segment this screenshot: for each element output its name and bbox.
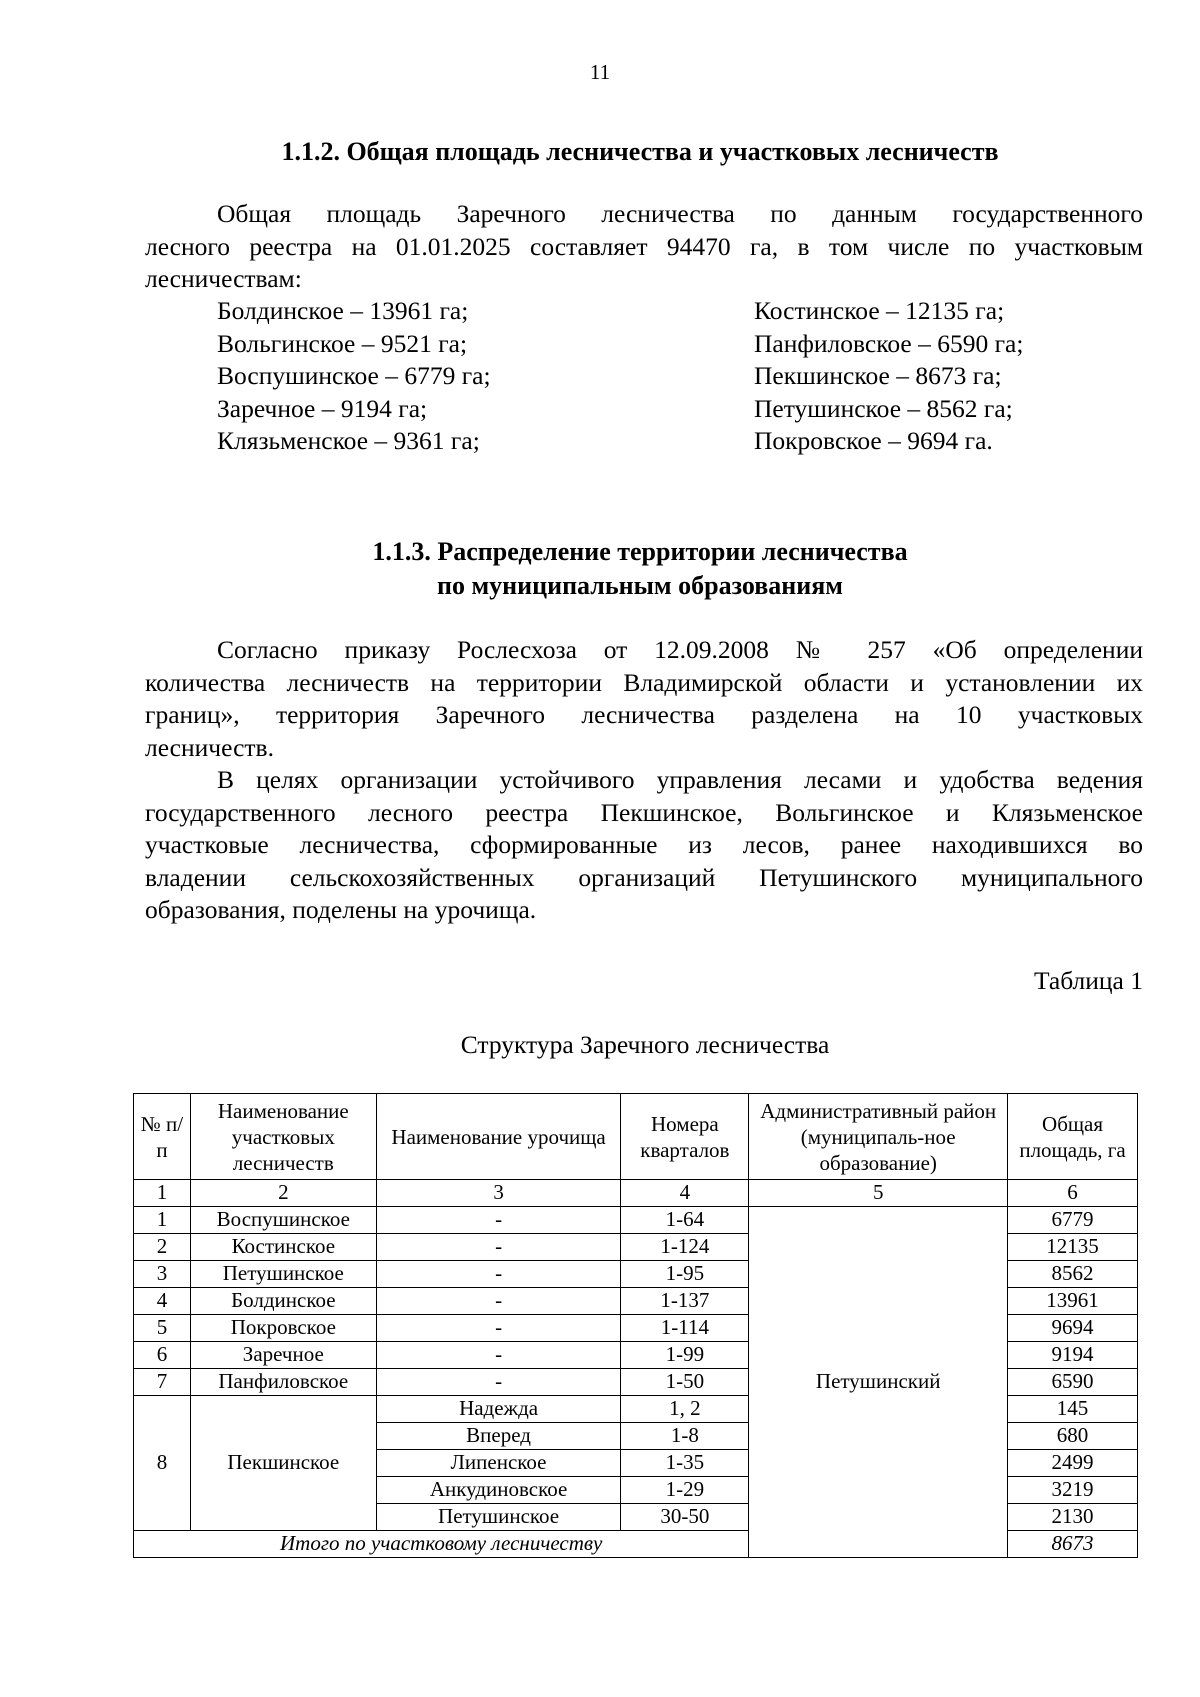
cell-num: 3	[134, 1261, 191, 1288]
cell-area: 6779	[1008, 1207, 1138, 1234]
column-number: 1	[134, 1180, 191, 1207]
column-number: 6	[1008, 1180, 1138, 1207]
cell-name: Костинское	[190, 1234, 376, 1261]
cell-quarters: 1-8	[621, 1423, 749, 1450]
cell-name: Воспушинское	[190, 1207, 376, 1234]
cell-area: 2499	[1008, 1450, 1138, 1477]
cell-name: Пекшинское	[190, 1396, 376, 1531]
cell-area: 13961	[1008, 1288, 1138, 1315]
cell-tract: -	[376, 1261, 621, 1288]
cell-tract: Липенское	[376, 1450, 621, 1477]
cell-quarters: 1, 2	[621, 1396, 749, 1423]
cell-area: 3219	[1008, 1477, 1138, 1504]
column-header: Наименование участковых лесничеств	[190, 1094, 376, 1180]
column-header: Номера кварталов	[621, 1094, 749, 1180]
cell-num: 1	[134, 1207, 191, 1234]
table-caption: Структура Заречного лесничества	[460, 1030, 830, 1059]
cell-area: 9194	[1008, 1342, 1138, 1369]
cell-quarters: 1-99	[621, 1342, 749, 1369]
cell-quarters: 1-114	[621, 1315, 749, 1342]
cell-area: 680	[1008, 1423, 1138, 1450]
list-item: Панфиловское – 6590 га;	[754, 328, 1024, 358]
cell-tract: Надежда	[376, 1396, 621, 1423]
cell-num: 8	[134, 1396, 191, 1531]
cell-quarters: 1-95	[621, 1261, 749, 1288]
cell-area: 9694	[1008, 1315, 1138, 1342]
cell-tract: Анкудиновское	[376, 1477, 621, 1504]
cell-name: Петушинское	[190, 1261, 376, 1288]
column-number: 5	[749, 1180, 1008, 1207]
column-header: Административный район (муниципаль-ное образование)	[749, 1094, 1008, 1180]
cell-quarters: 1-124	[621, 1234, 749, 1261]
list-item: Вольгинское – 9521 га;	[217, 328, 468, 358]
cell-num: 7	[134, 1369, 191, 1396]
paragraph-line: Общая площадь Заречного лесничества по данным государственного	[217, 199, 1143, 228]
section-112-heading: 1.1.2. Общая площадь лесничества и участковых лесничеств	[281, 137, 999, 166]
heading-line: 1.1.3. Распределение территории лесничества	[372, 537, 908, 566]
section-112-paragraph	[145, 198, 1143, 296]
list-item: Клязьменское – 9361 га;	[217, 426, 480, 455]
cell-tract: -	[376, 1315, 621, 1342]
cell-name: Покровское	[190, 1315, 376, 1342]
section-113-paragraph-2	[145, 764, 1143, 927]
paragraph-line: образования, поделены на урочища.	[145, 895, 537, 924]
cell-quarters: 1-137	[621, 1288, 749, 1315]
list-item: Петушинское – 8562 га;	[754, 393, 1013, 423]
cell-quarters: 30-50	[621, 1504, 749, 1531]
cell-name: Заречное	[190, 1342, 376, 1369]
paragraph-line: количества лесничеств на территории Владимирской области и установлении их	[145, 667, 1143, 697]
paragraph-line: государственного лесного реестра Пекшинское, Вольгинское и Клязьменское	[145, 797, 1143, 827]
cell-name: Болдинское	[190, 1288, 376, 1315]
cell-tract: -	[376, 1342, 621, 1369]
column-header: № п/п	[134, 1094, 191, 1180]
paragraph-line: владении сельскохозяйственных организаций Петушинского муниципального	[145, 862, 1143, 892]
list-row	[217, 295, 1143, 328]
cell-num: 4	[134, 1288, 191, 1315]
table-label: Таблица 1	[1033, 966, 1143, 995]
table-header-row	[134, 1094, 1138, 1180]
forestry-area-list	[217, 295, 1143, 458]
list-item: Покровское – 9694 га.	[754, 426, 993, 455]
cell-quarters: 1-35	[621, 1450, 749, 1477]
column-number: 2	[190, 1180, 376, 1207]
cell-area: 8562	[1008, 1261, 1138, 1288]
cell-district: Петушинский	[749, 1207, 1008, 1558]
cell-area: 2130	[1008, 1504, 1138, 1531]
cell-num: 5	[134, 1315, 191, 1342]
heading-line: по муниципальным образованиям	[436, 571, 844, 600]
column-number-row	[134, 1180, 1138, 1207]
paragraph-line: лесничествам:	[145, 264, 302, 293]
list-row	[217, 425, 1143, 458]
cell-quarters: 1-50	[621, 1369, 749, 1396]
list-item: Костинское – 12135 га;	[754, 296, 1005, 325]
list-item: Пекшинское – 8673 га;	[754, 361, 1002, 390]
cell-name: Панфиловское	[190, 1369, 376, 1396]
cell-quarters: 1-64	[621, 1207, 749, 1234]
cell-area: 6590	[1008, 1369, 1138, 1396]
cell-tract: -	[376, 1369, 621, 1396]
cell-tract: Вперед	[376, 1423, 621, 1450]
paragraph-line: Согласно приказу Рослесхоза от 12.09.2008 № 257 «Об определении	[217, 635, 1143, 664]
cell-area: 145	[1008, 1396, 1138, 1423]
cell-area: 12135	[1008, 1234, 1138, 1261]
list-row	[217, 393, 1143, 426]
list-row	[217, 360, 1143, 393]
cell-tract: -	[376, 1234, 621, 1261]
list-row	[217, 328, 1143, 361]
page-number: 11	[589, 60, 611, 84]
column-header: Общая площадь, га	[1008, 1094, 1138, 1180]
section-113-paragraph-1	[145, 634, 1143, 764]
list-item: Воспушинское – 6779 га;	[217, 361, 491, 390]
paragraph-line: лесничеств.	[145, 732, 274, 762]
table-row	[134, 1207, 1138, 1234]
total-label: Итого по участковому лесничеству	[134, 1531, 749, 1558]
paragraph-line: лесного реестра на 01.01.2025 составляет 94470 га, в том числе по участковым	[145, 231, 1143, 261]
cell-num: 6	[134, 1342, 191, 1369]
column-number: 3	[376, 1180, 621, 1207]
cell-tract: Петушинское	[376, 1504, 621, 1531]
section-113-heading	[145, 535, 1135, 603]
cell-num: 2	[134, 1234, 191, 1261]
forestry-structure-table	[133, 1093, 1138, 1558]
paragraph-line: границ», территория Заречного лесничества разделена на 10 участковых	[145, 700, 1143, 729]
list-item: Болдинское – 13961 га;	[217, 296, 469, 325]
total-area: 8673	[1008, 1531, 1138, 1558]
list-item: Заречное – 9194 га;	[217, 393, 428, 423]
column-header: Наименование урочища	[376, 1094, 621, 1180]
paragraph-line: участковые лесничества, сформированные из лесов, ранее находившихся во	[145, 830, 1143, 859]
cell-tract: -	[376, 1207, 621, 1234]
paragraph-line: В целях организации устойчивого управления лесами и удобства ведения	[217, 765, 1143, 794]
column-number: 4	[621, 1180, 749, 1207]
cell-quarters: 1-29	[621, 1477, 749, 1504]
cell-tract: -	[376, 1288, 621, 1315]
